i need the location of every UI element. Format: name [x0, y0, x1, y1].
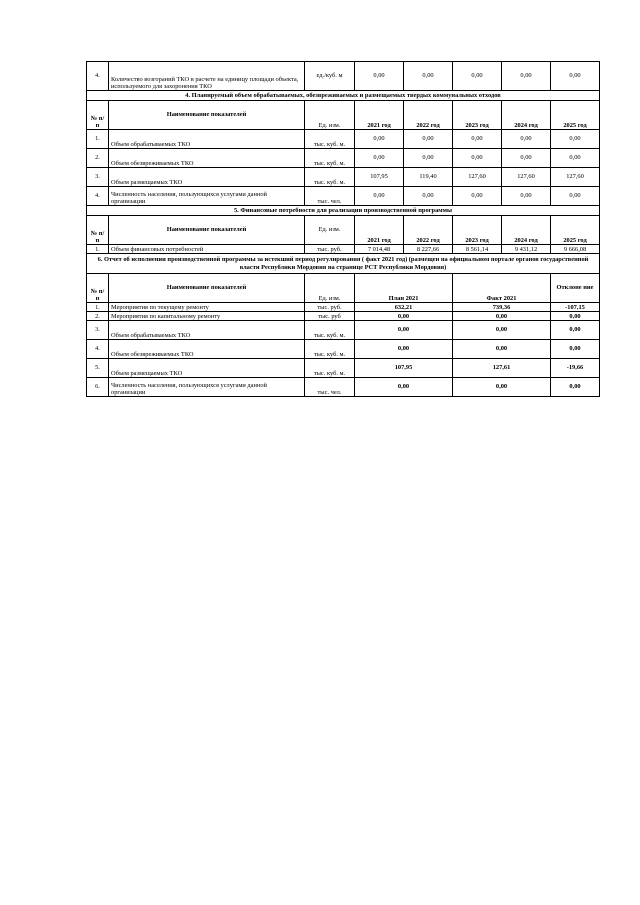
header-number: № п/ п [87, 216, 109, 245]
indicator-name: Мероприятия по капитальному ремонту [109, 312, 305, 321]
unit-cell: тыс. куб. м. [305, 340, 355, 359]
value-cell: 0,00 [355, 187, 404, 206]
value-cell: 8 561,14 [453, 245, 502, 254]
fact-value: 739,36 [453, 303, 551, 312]
value-cell: 0,00 [551, 149, 600, 168]
unit-cell: тыс. куб. м. [305, 149, 355, 168]
row-number: 3. [87, 168, 109, 187]
plan-value: 0,00 [355, 321, 453, 340]
unit-cell: тыс. руб [305, 312, 355, 321]
indicator-name: Объем обезвреживаемых ТКО [109, 340, 305, 359]
header-name: Наименование показателей [109, 101, 305, 130]
header-unit: Ед. изм. [305, 274, 355, 303]
value-cell: 127,60 [551, 168, 600, 187]
value-cell: 119,40 [404, 168, 453, 187]
section-4-title: 4. Планируемый объем обрабатываемых, обезвреживаемых и размещаемых твердых коммунальных отходов [87, 91, 600, 101]
value-cell: 0,00 [453, 149, 502, 168]
header-name: Наименование показателей [109, 216, 305, 245]
table-row [87, 359, 600, 378]
row-number: 1. [87, 245, 109, 254]
header-year: 2022 год [404, 101, 453, 130]
plan-value: 0,00 [355, 378, 453, 397]
row-number: 4. [87, 340, 109, 359]
header-plan: План 2021 [355, 274, 453, 303]
header-fact: Факт 2021 [453, 274, 551, 303]
header-year: 2023 год [453, 101, 502, 130]
indicator-name: Объем обрабатываемых ТКО [109, 321, 305, 340]
value-cell: 0,00 [404, 130, 453, 149]
value-cell: 0,00 [453, 130, 502, 149]
header-name: Наименование показателей [109, 274, 305, 303]
header-row [87, 101, 600, 130]
deviation-value: 0,00 [551, 340, 600, 359]
value-cell: 0,00 [551, 62, 600, 91]
indicator-name: Численность населения, пользующихся услугами данной организации [109, 187, 305, 206]
deviation-value: 0,00 [551, 321, 600, 340]
value-cell: 0,00 [551, 187, 600, 206]
value-cell: 0,00 [404, 62, 453, 91]
indicator-name: Объем обрабатываемых ТКО [109, 130, 305, 149]
deviation-value: 0,00 [551, 312, 600, 321]
value-cell: 0,00 [355, 130, 404, 149]
unit-cell: тыс. руб. [305, 303, 355, 312]
value-cell: 107,95 [355, 168, 404, 187]
row-number: 2. [87, 149, 109, 168]
header-unit: Ед. изм. [305, 101, 355, 130]
header-year: 2024 год [502, 216, 551, 245]
value-cell: 8 227,66 [404, 245, 453, 254]
unit-cell: тыс. куб. м. [305, 168, 355, 187]
section-6-title: 6. Отчет об исполнении производственной программы за истекший период регулирования ( факт 2021 год) (размещен на официальном портале органов государственной власти Республики Мордовия на странице РСТ Республики Мордовия) [87, 254, 600, 274]
value-cell: 0,00 [453, 62, 502, 91]
value-cell: 9 431,12 [502, 245, 551, 254]
value-cell: 0,00 [502, 130, 551, 149]
plan-value: 0,00 [355, 340, 453, 359]
production-program-table [86, 61, 600, 397]
plan-value: 632,21 [355, 303, 453, 312]
value-cell: 0,00 [404, 187, 453, 206]
unit-cell: тыс. куб. м. [305, 130, 355, 149]
row-number: 4. [87, 187, 109, 206]
table-row [87, 378, 600, 397]
value-cell: 0,00 [551, 130, 600, 149]
value-cell: 0,00 [453, 187, 502, 206]
unit-cell: тыс. руб. [305, 245, 355, 254]
unit-cell: тыс. куб. м. [305, 321, 355, 340]
fact-value: 127,61 [453, 359, 551, 378]
table-row [87, 130, 600, 149]
fact-value: 0,00 [453, 321, 551, 340]
deviation-value: 0,00 [551, 378, 600, 397]
row-number: 5. [87, 359, 109, 378]
header-year: 2025 год [551, 101, 600, 130]
fact-value: 0,00 [453, 378, 551, 397]
indicator-name: Мероприятия по текущему ремонту [109, 303, 305, 312]
section-title-row [87, 254, 600, 274]
section-5-title: 5. Финансовые потребности для реализации производственной программы [87, 206, 600, 216]
header-row [87, 274, 600, 303]
unit-cell: ед./куб. м [305, 62, 355, 91]
value-cell: 0,00 [355, 62, 404, 91]
indicator-name: Объем финансовых потребностей [109, 245, 305, 254]
value-cell: 127,60 [453, 168, 502, 187]
fact-value: 0,00 [453, 312, 551, 321]
section-title-row [87, 91, 600, 101]
table-row [87, 187, 600, 206]
row-number: 6. [87, 378, 109, 397]
plan-value: 0,00 [355, 312, 453, 321]
deviation-value: -19,66 [551, 359, 600, 378]
value-cell: 9 666,08 [551, 245, 600, 254]
header-unit: Ед. изм. [305, 216, 355, 245]
fact-value: 0,00 [453, 340, 551, 359]
header-year: 2021 год [355, 101, 404, 130]
table-row [87, 245, 600, 254]
value-cell: 7 014,48 [355, 245, 404, 254]
value-cell: 0,00 [502, 62, 551, 91]
value-cell: 0,00 [355, 149, 404, 168]
plan-value: 107,95 [355, 359, 453, 378]
indicator-name: Объем размещаемых ТКО [109, 359, 305, 378]
row-number: 2. [87, 312, 109, 321]
header-row [87, 216, 600, 245]
table-row [87, 168, 600, 187]
indicator-name: Численность населения, пользующихся услугами данной организации [109, 378, 305, 397]
table-row [87, 303, 600, 312]
row-number: 1. [87, 130, 109, 149]
row-number: 1. [87, 303, 109, 312]
unit-cell: тыс. чел. [305, 378, 355, 397]
indicator-name: Количество возгораний ТКО в расчете на единицу площади объекта, используемого для захоронения ТКО [109, 62, 305, 91]
row-number: 4. [87, 62, 109, 91]
table-row [87, 340, 600, 359]
table-row [87, 321, 600, 340]
header-number: № п/ п [87, 274, 109, 303]
table-row [87, 312, 600, 321]
row-number: 3. [87, 321, 109, 340]
header-year: 2025 год [551, 216, 600, 245]
deviation-value: -107,15 [551, 303, 600, 312]
header-deviation: Отклоне ние [551, 274, 600, 303]
header-number: № п/ п [87, 101, 109, 130]
section-title-row [87, 206, 600, 216]
value-cell: 127,60 [502, 168, 551, 187]
unit-cell: тыс. куб. м. [305, 359, 355, 378]
unit-cell: тыс. чел. [305, 187, 355, 206]
indicator-name: Объем обезвреживаемых ТКО [109, 149, 305, 168]
table-row [87, 149, 600, 168]
table-row [87, 62, 600, 91]
header-year: 2023 год [453, 216, 502, 245]
value-cell: 0,00 [502, 187, 551, 206]
value-cell: 0,00 [404, 149, 453, 168]
header-year: 2022 год [404, 216, 453, 245]
header-year: 2021 год [355, 216, 404, 245]
indicator-name: Объем размещаемых ТКО [109, 168, 305, 187]
header-year: 2024 год [502, 101, 551, 130]
value-cell: 0,00 [502, 149, 551, 168]
